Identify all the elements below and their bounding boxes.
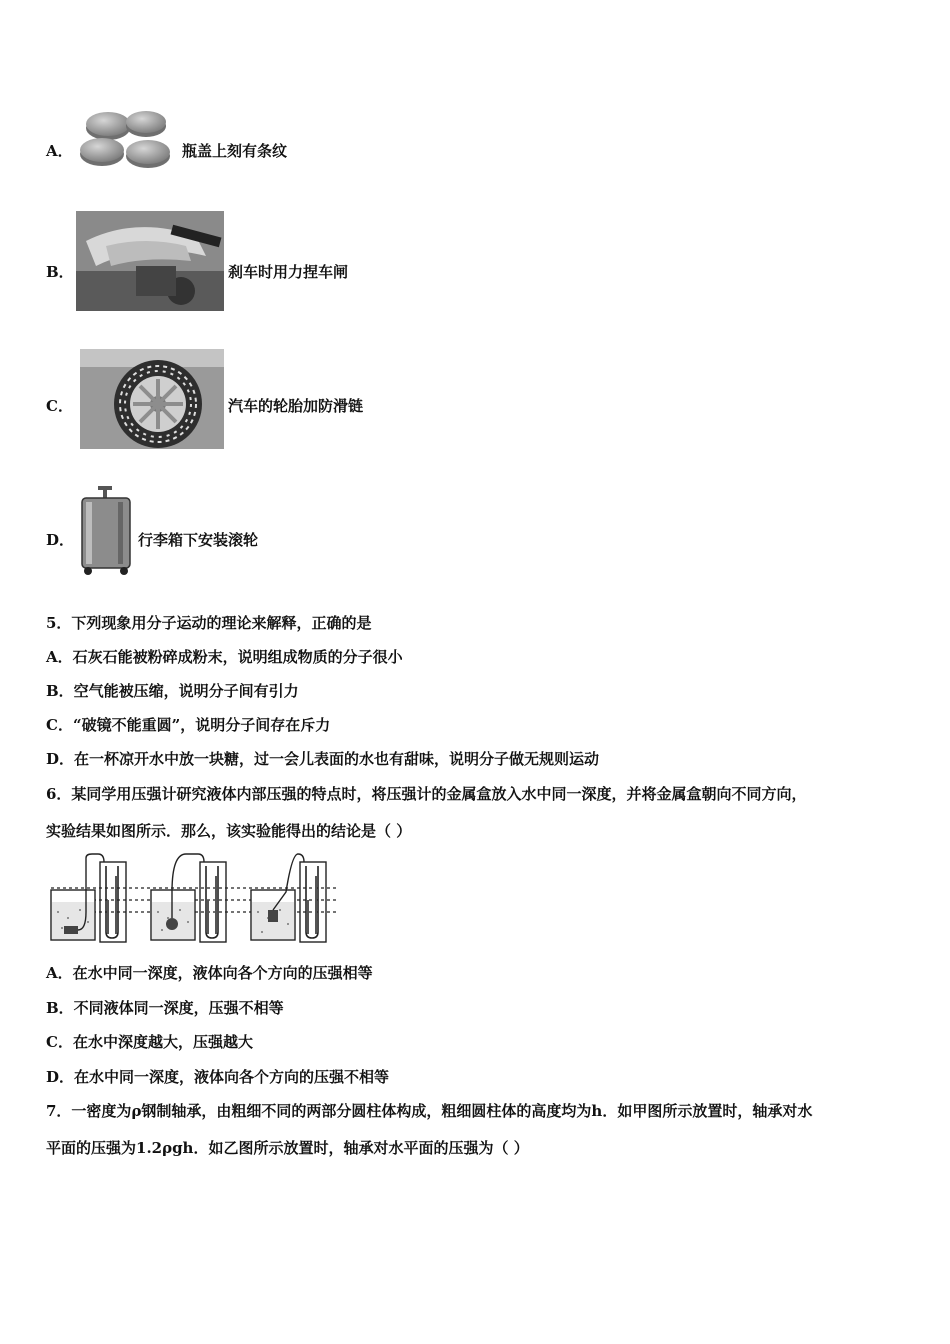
q6-option-a: A．在水中同一深度，液体向各个方向的压强相等 [46, 964, 373, 982]
tire-chain-image [80, 349, 224, 449]
tablets-image [76, 106, 176, 178]
option-c-text: 汽车的轮胎加防滑链 [228, 397, 364, 415]
beaker-2 [151, 854, 226, 942]
bike-brake-image [76, 211, 224, 311]
q6-option-c: C．在水中深度越大，压强越大 [46, 1033, 253, 1051]
option-a-label: A． [46, 142, 73, 160]
pressure-gauge-figure [46, 852, 346, 948]
option-d-label: D． [46, 531, 75, 549]
suitcase-image [78, 484, 134, 576]
option-b-text: 刹车时用力捏车闸 [228, 263, 349, 281]
option-b-label: B． [46, 263, 74, 281]
q6-stem-line2: 实验结果如图所示．那么，该实验能得出的结论是（ ） [46, 822, 412, 840]
q7-line2: 平面的压强为1.2ρgh．如乙图所示放置时，轴承对水平面的压强为（ ） [46, 1139, 529, 1157]
q6-stem-line1: 6．某同学用压强计研究液体内部压强的特点时，将压强计的金属盒放入水中同一深度，并将金属盒朝向不同方向， [46, 785, 807, 803]
q5-option-d: D．在一杯凉开水中放一块糖，过一会儿表面的水也有甜味，说明分子做无规则运动 [46, 750, 600, 768]
q6-option-d: D．在水中同一深度，液体向各个方向的压强不相等 [46, 1068, 390, 1086]
beaker-3 [251, 854, 326, 942]
q5-stem: 5．下列现象用分子运动的理论来解释，正确的是 [46, 614, 372, 632]
option-a-text: 瓶盖上刻有条纹 [182, 142, 288, 160]
option-c-label: C． [46, 397, 73, 415]
q5-option-c: C．“破镜不能重圆”，说明分子间存在斥力 [46, 716, 331, 734]
q6-option-b: B．不同液体同一深度，压强不相等 [46, 999, 284, 1017]
q5-option-b: B．空气能被压缩，说明分子间有引力 [46, 682, 299, 700]
option-d-text: 行李箱下安装滚轮 [138, 531, 259, 549]
q5-option-a: A．石灰石能被粉碎成粉末，说明组成物质的分子很小 [46, 648, 403, 666]
beaker-1 [51, 854, 126, 942]
q7-line1: 7．一密度为ρ钢制轴承，由粗细不同的两部分圆柱体构成，粗细圆柱体的高度均为h．如甲图所示放置时，轴承对水 [46, 1102, 813, 1120]
